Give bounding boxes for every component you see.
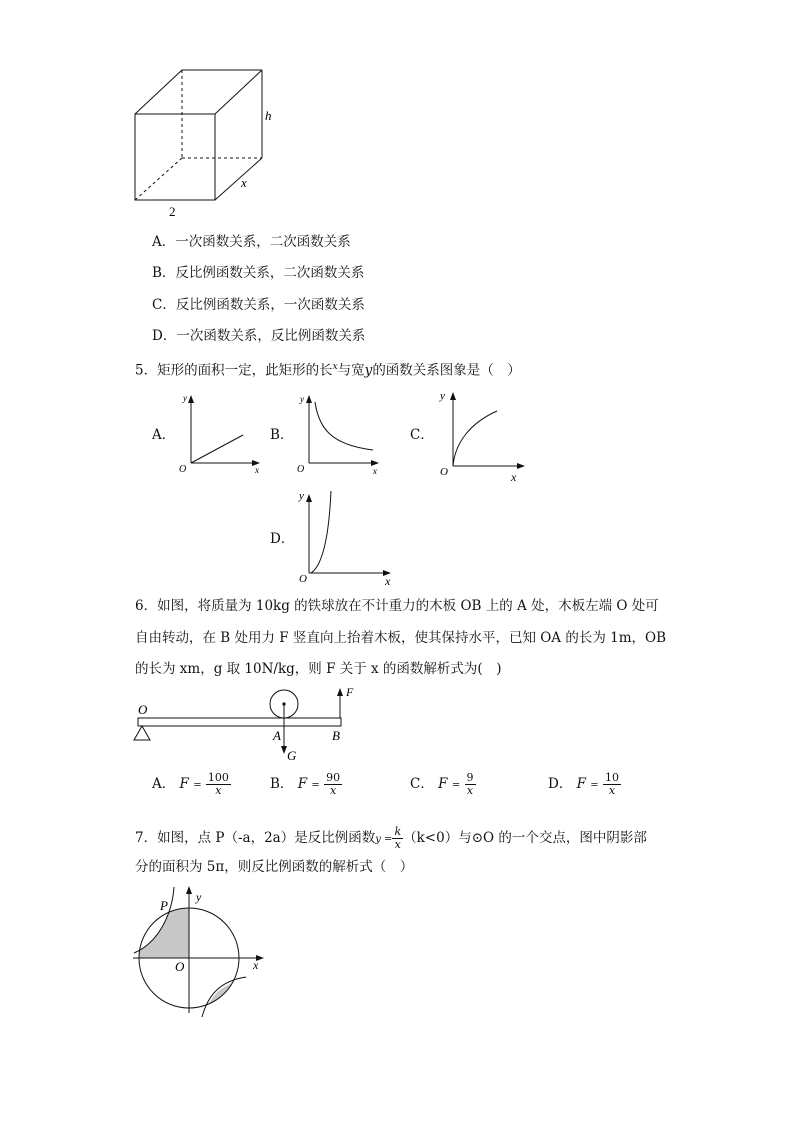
label-2: 2 <box>169 204 176 219</box>
fig7-label-p: P <box>160 898 168 913</box>
q4-option-c: C．反比例函数关系，一次函数关系 <box>152 297 365 313</box>
label-h: h <box>265 108 272 123</box>
q5-graph-c <box>435 383 535 483</box>
q5-option-d-label: D． <box>270 531 295 547</box>
q4-option-d: D．一次函数关系，反比例函数关系 <box>152 328 366 344</box>
q6-option-b <box>270 772 342 797</box>
q6-option-d-lhs: F <box>576 776 586 792</box>
q6-option-a-label: A． <box>152 776 176 792</box>
q5-graph-a <box>175 390 265 475</box>
cuboid-figure <box>125 62 285 222</box>
q5-text-3: 的函数关系图象是（ ） <box>372 362 521 379</box>
graph-a-x: x <box>255 465 259 475</box>
graph-b-y: y <box>300 394 304 404</box>
q5-var-y: y <box>364 362 373 379</box>
q6-option-c-eq: = <box>451 780 461 791</box>
q5-var-x: x <box>332 362 338 372</box>
q6-line-1: 6．如图，将质量为 10kg 的铁球放在不计重力的木板 OB 上的 A 处，木板左端 O 处可 <box>135 598 659 614</box>
q6-option-a-fraction: $\frac{100}{x}$ <box>207 771 229 797</box>
fig7-label-o: O <box>175 959 185 974</box>
q6-option-d <box>548 772 621 797</box>
q6-option-c-label: C． <box>410 776 434 792</box>
q5-question <box>135 358 521 380</box>
q6-line-3: 的长为 xm，g 取 10N/kg，则 F 关于 x 的函数解析式为( ) <box>135 661 502 677</box>
graph-d-y: y <box>299 490 304 502</box>
q6-option-b-fraction: $\frac{90}{x}$ <box>326 771 341 797</box>
graph-c-x: x <box>511 470 517 483</box>
q6-option-c <box>410 772 476 797</box>
graph-a-y: y <box>183 393 187 403</box>
q6-option-b-lhs: F <box>297 776 308 792</box>
q6-line-2: 自由转动，在 B 处用力 F 竖直向上抬着木板，使其保持水平，已知 OA 的长为 1m，OB <box>135 630 667 646</box>
graph-b-origin: O <box>297 464 305 475</box>
q5-text-1: 5．矩形的面积一定，此矩形的长 <box>135 362 333 379</box>
lever-label-g: G <box>287 748 297 763</box>
fig7-label-y: y <box>196 890 202 904</box>
graph-c-y: y <box>440 390 445 402</box>
q4-option-a: A．一次函数关系，二次函数关系 <box>152 234 351 250</box>
q7-text-2: （k<0）与⊙O 的一个交点，图中阴影部 <box>403 830 647 846</box>
q7-text-1: 7．如图，点 P（-a，2a）是反比例函数 <box>135 830 376 846</box>
q6-option-a-eq: = <box>193 780 202 791</box>
q5-option-b-label: B． <box>270 427 294 443</box>
q5-option-c-label: C． <box>410 427 434 443</box>
q6-option-d-label: D． <box>548 776 573 792</box>
q5-graph-d <box>293 485 403 587</box>
graph-a-origin: O <box>179 464 187 475</box>
lever-label-a: A <box>273 728 281 743</box>
graph-c-origin: O <box>440 466 448 478</box>
q5-text-2: 与宽 <box>337 362 365 379</box>
lever-label-f: F <box>346 685 354 699</box>
q6-option-a-lhs: F <box>179 776 189 792</box>
q6-option-d-eq: = <box>590 780 599 791</box>
q5-option-a-label: A． <box>152 427 176 443</box>
q7-fraction: $\frac{k}{x}$ <box>394 825 402 851</box>
lever-label-o: O <box>138 702 148 717</box>
q7-y-eq: y = <box>375 834 393 845</box>
q6-option-d-fraction: $\frac{10}{x}$ <box>604 771 619 797</box>
q6-option-b-label: B． <box>270 776 294 792</box>
lever-label-b: B <box>332 728 340 743</box>
q7-line-2: 分的面积为 5π，则反比例函数的解析式（ ） <box>135 859 414 875</box>
q6-option-b-eq: = <box>311 780 320 791</box>
circle-hyperbola-figure <box>128 885 268 1020</box>
graph-d-origin: O <box>299 573 307 585</box>
graph-d-x: x <box>385 574 391 587</box>
q6-option-c-fraction: $\frac{9}{x}$ <box>466 771 474 797</box>
q7-line-1 <box>135 826 647 851</box>
q6-option-a <box>152 772 231 797</box>
q6-option-c-lhs: F <box>438 776 448 792</box>
fig7-label-x: x <box>253 958 259 972</box>
lever-figure <box>128 684 368 770</box>
label-x: x <box>241 175 247 190</box>
graph-b-x: x <box>373 466 377 475</box>
q4-option-b: B．反比例函数关系，二次函数关系 <box>152 265 365 281</box>
q5-graph-b <box>293 390 388 475</box>
